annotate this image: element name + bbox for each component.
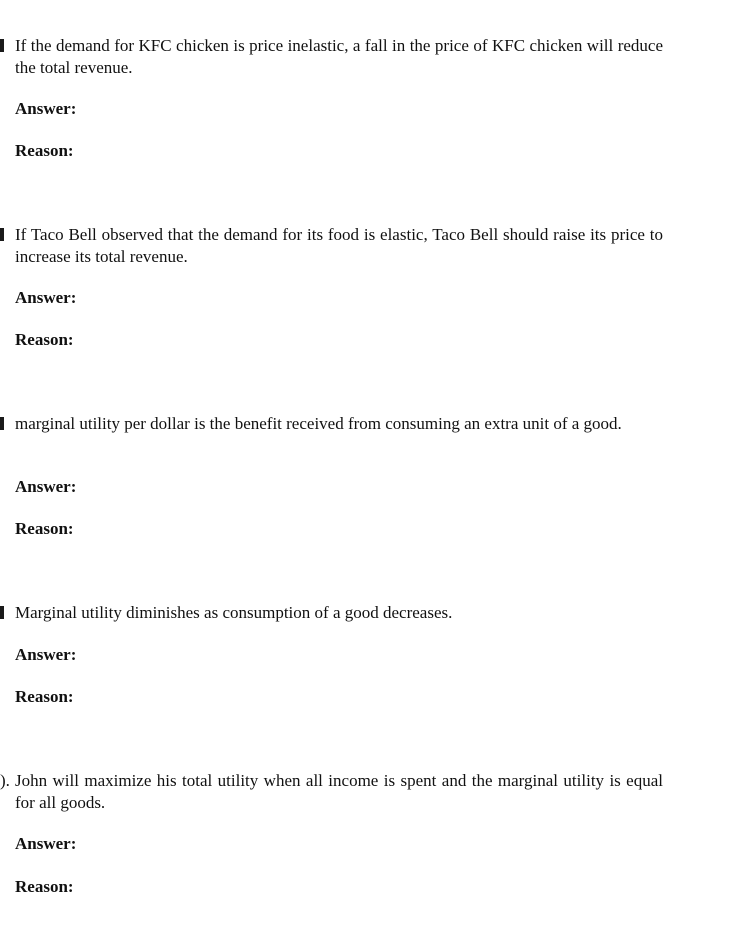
answer-label-4: Answer: bbox=[15, 645, 77, 664]
reason-label-1: Reason: bbox=[15, 141, 74, 160]
question-text-4: Marginal utility diminishes as consumption of a good decreases. bbox=[15, 603, 453, 622]
question-marker-1 bbox=[0, 39, 4, 52]
reason-label-5: Reason: bbox=[15, 877, 74, 896]
question-marker-3 bbox=[0, 417, 4, 430]
answer-label-3: Answer: bbox=[15, 477, 77, 496]
answer-label-2: Answer: bbox=[15, 288, 77, 307]
reason-label-4: Reason: bbox=[15, 687, 74, 706]
question-text-1: If the demand for KFC chicken is price inelastic, a fall in the price of KFC chicken will reduce the total revenue. bbox=[15, 36, 663, 77]
question-text-3: marginal utility per dollar is the benefit received from consuming an extra unit of a good. bbox=[15, 414, 622, 433]
question-marker-2 bbox=[0, 228, 4, 241]
answer-label-5: Answer: bbox=[15, 834, 77, 853]
question-marker-4 bbox=[0, 606, 4, 619]
reason-label-3: Reason: bbox=[15, 519, 74, 538]
question-text-5: John will maximize his total utility when all income is spent and the marginal utility is equal for all goods. bbox=[15, 771, 663, 812]
answer-label-1: Answer: bbox=[15, 99, 77, 118]
question-text-2: If Taco Bell observed that the demand for its food is elastic, Taco Bell should raise its price to increase its total revenue. bbox=[15, 225, 663, 266]
reason-label-2: Reason: bbox=[15, 330, 74, 349]
question-number-5: ). bbox=[0, 771, 10, 790]
